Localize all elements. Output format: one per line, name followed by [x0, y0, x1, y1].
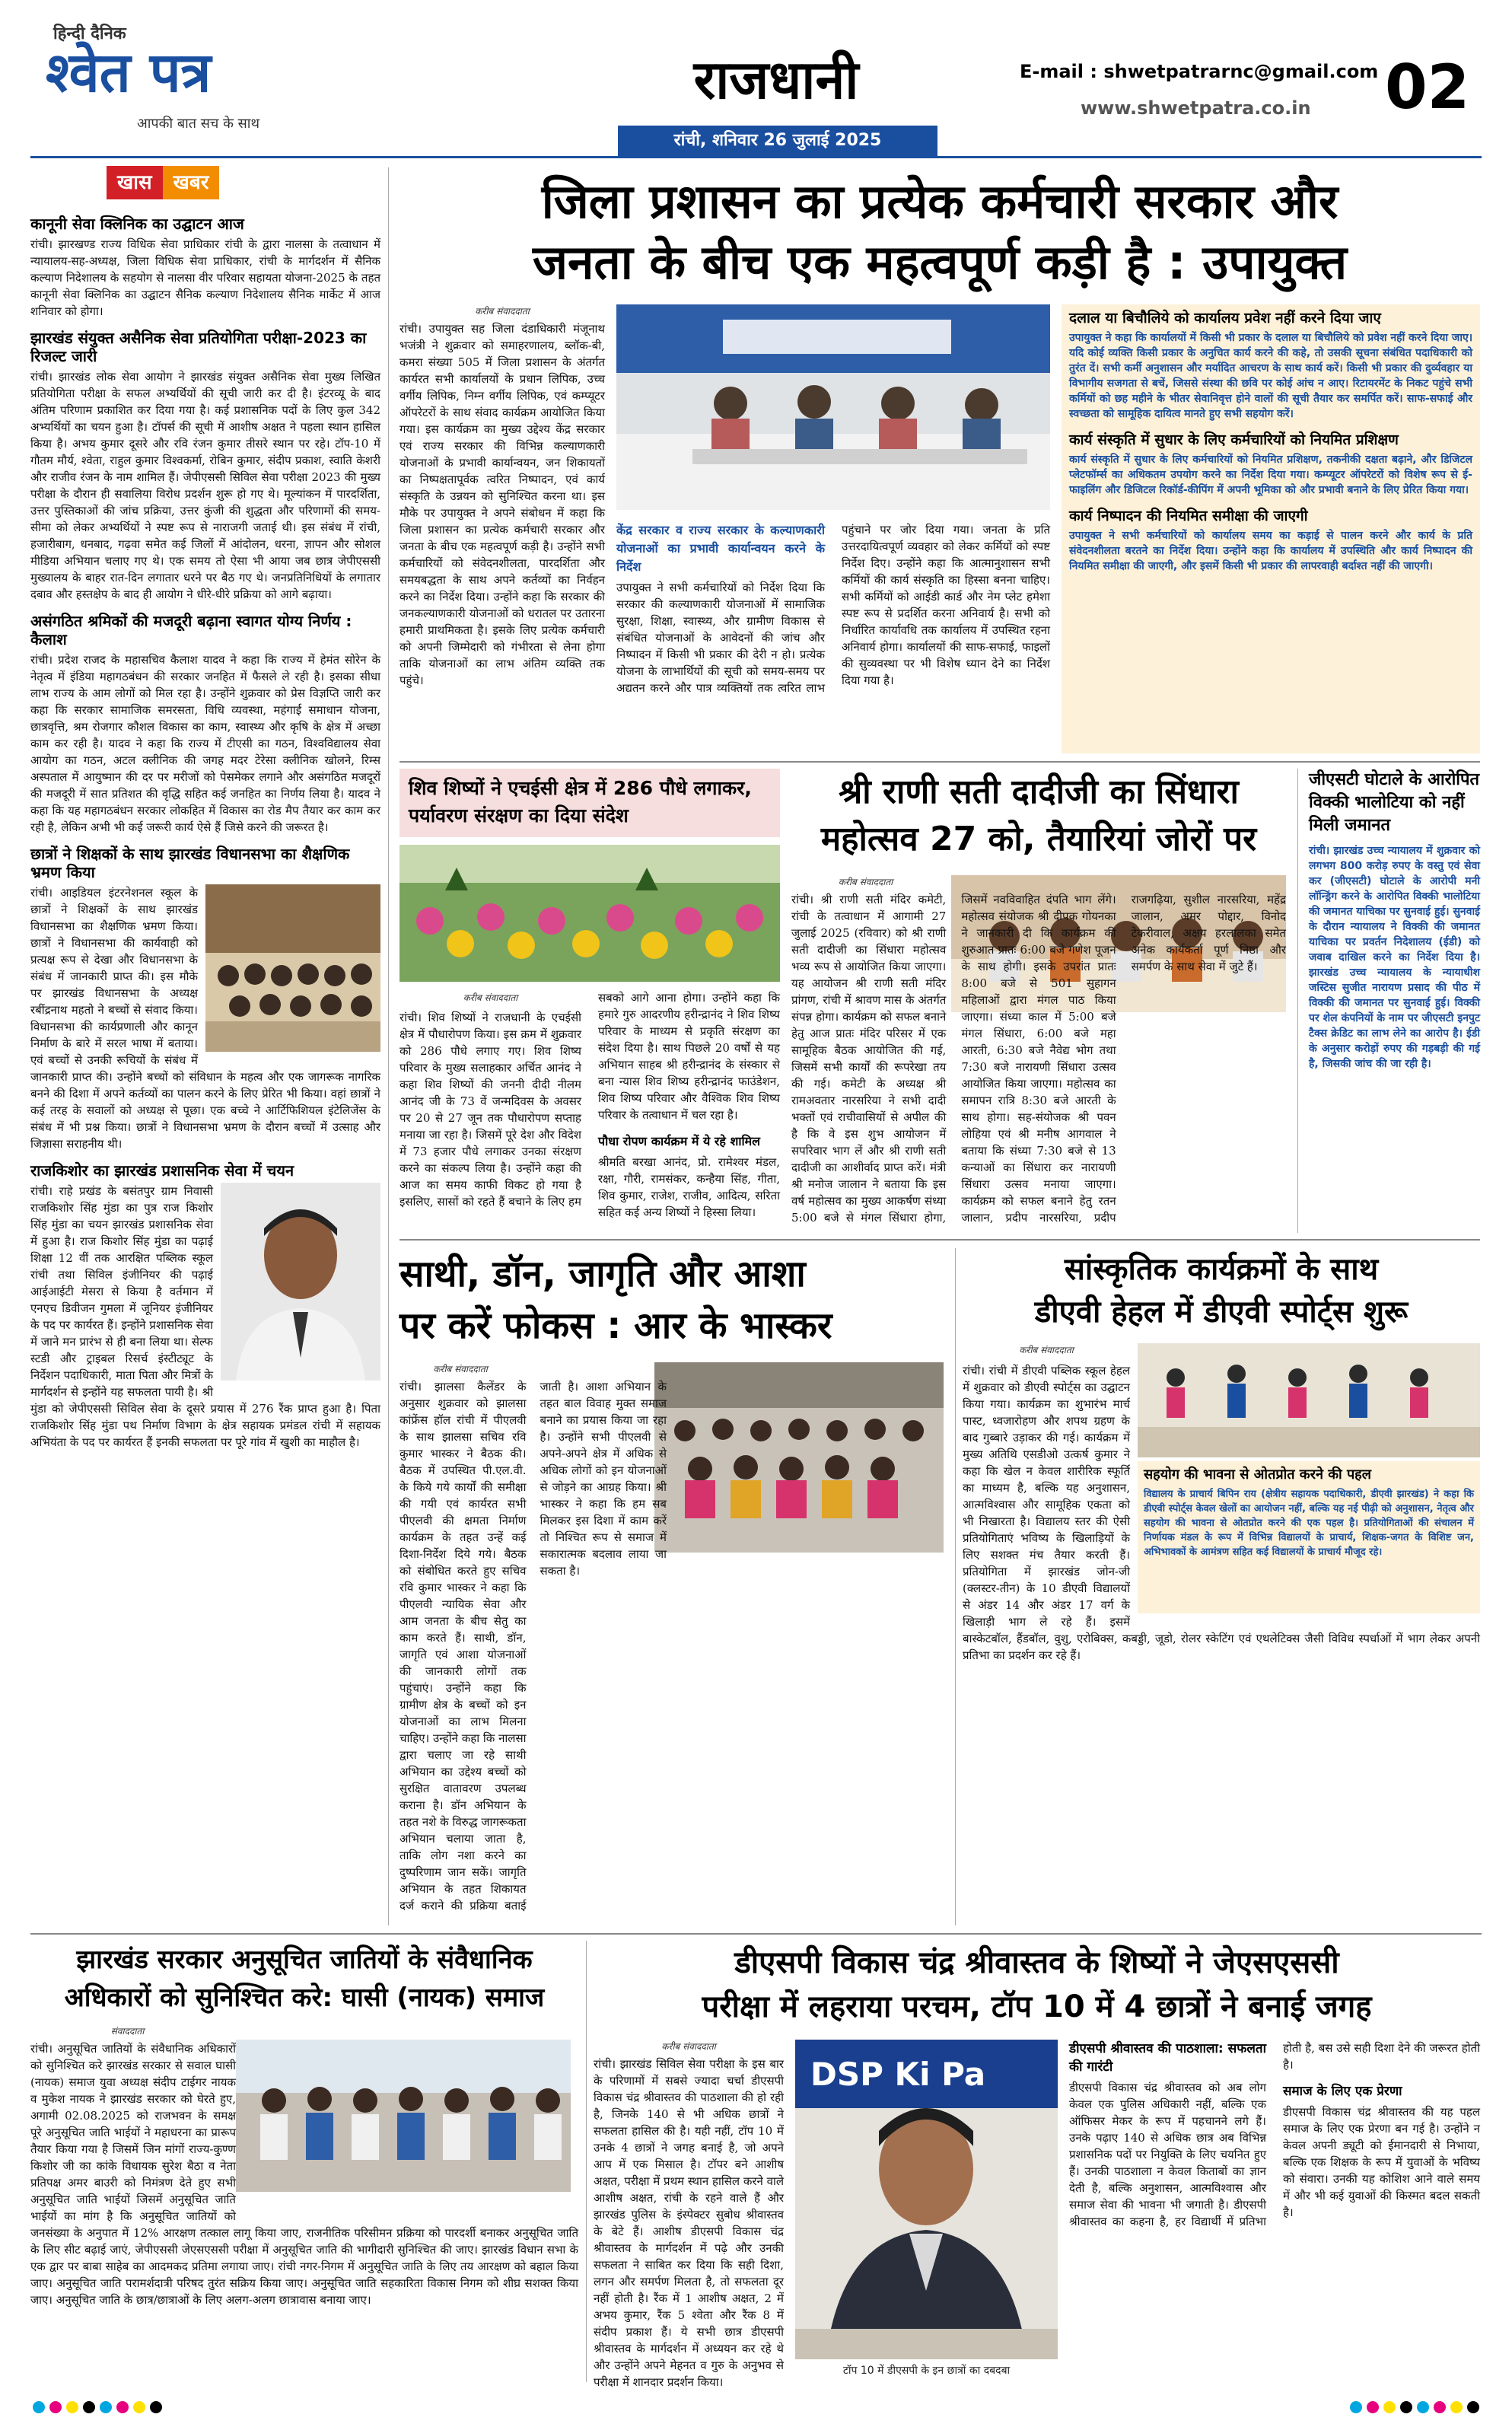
registration-dot — [1400, 2401, 1412, 2413]
dsp-portrait-photo — [795, 2040, 1058, 2359]
dsp-photo-caption: टॉप 10 में डीएसपी के इन छात्रों का दबदबा — [842, 2365, 1011, 2377]
gst-headline: जीएसटी घोटाले के आरोपित विक्की भालोटिया को नहीं मिली जमानत — [1309, 770, 1480, 835]
dsp-subhead: डीएसपी श्रीवास्तव की पाठशाला: सफलता की गारंटी — [1069, 2041, 1266, 2075]
footer-dots-left — [30, 2401, 164, 2416]
dadiji-headline — [791, 769, 1286, 863]
dav-box-heading: सहयोग की भावना से ओतप्रोत करने की पहल — [1144, 1467, 1371, 1483]
dsp-body-right — [1069, 2040, 1480, 2382]
khas-label: खास — [107, 166, 163, 199]
dav-headline-line1: सांस्कृतिक कार्यक्रमों के साथ — [1064, 1252, 1379, 1287]
registration-dot — [1417, 2401, 1429, 2413]
plantation-text: रांची। शिव शिष्यों ने राजधानी के एचईसी क्षेत्र में पौधारोपण किया। इस क्रम में शुक्रवार को 286 पौधे लगाए गए। शिव शिष्य परिवार के मुख्य सलाहकार अर्चित आनंद ने कहा शिव शिष्यों की जननी दीदी नीलम आनंद जी के 73 वें जन्मदिवस के अवसर पर 20 से 27 जून तक पौधारोपण सप्ताह मनाया जा रहा है। जिसमें पूरे देश और विदेश में 73 हजार पौधे लगाकर उनका संरक्षण करने का संकल्प लिया है। उन्होंने कहा की आज का समय काफी विकट हो गया है इसलिए, सासों को रहते हैं बचाने के लिए हम सबको आगे आना होगा। उन्होंने कहा कि हमारे गुरु आदरणीय हरीन्द्रानंद ने शिव शिष्य परिवार के माध्यम से प्रकृति संरक्षण का संदेश दिया है। साथ पिछले 20 वर्षों से यह अभियान साहब श्री हरीन्द्रानंद के संस्कार से बना न्यास शिव शिष्य हरीन्द्रानंद फाउंडेशन, शिव शिष्य परिवार और वैश्विक शिव शिष्य परिवार के तत्वाधान में चल रहा है। — [399, 991, 780, 1209]
khas-item-title: असंगठित श्रमिकों की मजदूरी बढ़ाना स्वागत योग्य निर्णय : कैलाश — [30, 612, 352, 648]
lead-body-cols — [616, 521, 1050, 753]
ghasi-headline-line2: अधिकारों को सुनिश्चित करे: घासी (नायक) समाज — [64, 1983, 545, 2013]
registration-dot — [116, 2401, 129, 2413]
dadiji-headline-line1: श्री राणी सती दादीजी का सिंधारा — [839, 772, 1239, 811]
masthead — [0, 0, 1512, 152]
registration-dot — [150, 2401, 162, 2413]
lead-byline: करीब संवाददाता — [475, 306, 530, 317]
dsp-subhead2: समाज के लिए एक प्रेरणा — [1283, 2084, 1402, 2099]
khas-item-text: रांची। प्रदेश राजद के महासचिव कैलाश यादव ने कहा कि राज्य में हेमंत सोरेन के नेतृत्व में इंडिया महागठबंधन की सरकार जनहित में फैसले ले रही है। इसका सीधा लाभ राज्य के आम लोगों को मिल रहा है। उन्होंने शुक्रवार को प्रेस विज्ञप्ति जारी कर कहा कि सरकार सामाजिक समरसता, विधि व्यवस्था, महंगाई समाधान योजना, छात्रवृत्ति, श्रम रोजगार कौशल विकास का काम, स्वास्थ्य और कृषि के क्षेत्र में अच्छा काम कर रही है। यादव ने कहा कि राज्य में टीएसी का गठन, विश्वविद्यालय सेवा आयोग का गठन, अटल क्लीनिक की जगह मदर टेरेसा क्लीनिक खोलने, रिम्स अस्पताल में आयुष्मान की दर पर मरीजों को पेसमेकर लगाने और असंगठित मजदूरों की मजदूरी में सात प्रतिशत की वृद्धि सहित कई जनहित का निर्णय लिया है। यादव ने कहा कि यह महागठबंधन सरकार लोकहित में विकास का रोड मैप तैयार कर काम कर रही है, लेकिन अभी भी कई जरूरी कार्य ऐसे हैं जिसे करने की जरूरत है। — [30, 653, 380, 834]
plantation-text2: श्रीमति बरखा आनंद, प्रो. रामेश्वर मंडल, रक्षा, गौरी, रामसंकर, कन्हैया सिंह, गीता, शिव कुमार, राजेश, राजीव, आदित्य, सरिता सहित कई अन्य शिष्यों ने हिस्सा लिया। — [598, 1155, 780, 1219]
date-banner — [618, 126, 937, 156]
khas-item-text: रांची। राहे प्रखंड के बसंतपुर ग्राम निवासी राजकिशोर सिंह मुंडा का पुत्र राज किशोर सिंह मुंडा का चयन झारखंड प्रशासनिक सेवा में हुआ है। राज किशोर सिंह मुंडा का पढ़ाई शिक्षा 12 वीं तक आरक्षित पब्लिक स्कूल रांची तथा सिविल इंजीनियर की पढ़ाई आईआईटी मेसरा से किया है वर्तमान में एनएच डिवीजन गुमला में जूनियर इंजीनियर के पद पर कार्यरत हैं। इन्होंने प्रशासनिक सेवा में जाने मन प्रारंभ से ही बना लिया था। सेल्फ स्टडी और ट्राइबल रिसर्च इंस्टीट्यूट के निर्देशन पदाधिकारी, माता पिता और मित्रों के मार्गदर्शन से इन्होंने यह सफलता पायी है। श्री मुंडा को जेपीएससी सिविल सेवा के दूसरे प्रयास में 276 रैंक प्राप्त हुआ है। पिता राजकिशोर सिंह मुंडा पथ निर्माण विभाग के क्षेत्र सहायक प्रमंडल रांची में सहायक अभियंता के पद पर कार्यरत हैं इनकी सफलता पर पूरे गांव में खुशी का माहौल है। — [30, 1184, 380, 1449]
dsp-headline-line2: परीक्षा में लहराया परचम, टॉप 10 में 4 छात्रों ने बनाई जगह — [702, 1989, 1372, 2024]
bhaskar-headline-line1: साथी, डॉन, जागृति और आशा — [399, 1253, 806, 1295]
lead-body-col1 — [399, 304, 605, 753]
dav-box-text: विद्यालय के प्राचार्य बिपिन राय (क्षेत्रीय सहायक पदाधिकारी, डीएवी झारखंड) ने कहा कि डीएवी स्पोर्ट्स केवल खेलों का आयोजन नहीं, बल्कि यह नई पीढ़ी को अनुशासन, नेतृत्व और सहयोग की भावना से ओतप्रोत करने की एक पहल है। प्रतियोगिताओं की संचालन में निर्णायक मंडल के रूप में विभिन्न विद्यालयों के प्राचार्य, शिक्षक-जगत के विशिष्ट जन, अभिभावकों के आमंत्रण सहित कई विद्यालयों के प्राचार्य मौजूद रहे। — [1144, 1489, 1474, 1558]
left-column-divider — [388, 167, 389, 1925]
top-tagline: हिन्दी दैनिक — [53, 24, 126, 43]
gst-divider — [1297, 769, 1298, 1233]
plantation-headline-box — [399, 769, 780, 837]
registration-dot — [66, 2401, 78, 2413]
lead-headline-line1: जिला प्रशासन का प्रत्येक कर्मचारी सरकार और — [541, 174, 1339, 229]
plantation-photo — [399, 845, 780, 982]
registration-dot — [1350, 2401, 1362, 2413]
registration-dot — [1450, 2401, 1463, 2413]
portrait-photo — [221, 1183, 380, 1381]
registration-dot — [49, 2401, 62, 2413]
dav-headline — [963, 1248, 1480, 1333]
lead-meeting-photo — [616, 304, 1050, 510]
section-title: राजधानी — [693, 49, 859, 111]
registration-dot — [83, 2401, 95, 2413]
khas-khabar-label — [107, 166, 219, 199]
footer-dots-right — [1348, 2401, 1482, 2416]
mid-rule — [399, 1239, 1480, 1241]
lead-bottom-rule — [399, 761, 1480, 763]
dav-body — [963, 1362, 1480, 1925]
lead-subhead: केंद्र सरकार व राज्य सरकार के कल्याणकारी योजनाओं का प्रभावी कार्यान्वयन करने के निर्देश — [616, 523, 825, 574]
dsp-banner-text: DSP Ki Pa — [810, 2056, 986, 2093]
plantation-body — [399, 989, 780, 1233]
khas-item-text: रांची। झारखण्ड राज्य विधिक सेवा प्राधिकार रांची के द्वारा नालसा के तत्वाधान में न्यायालय-सह-अध्यक्ष, जिला विधिक सेवा प्राधिकार, रांची के मार्गदर्शन में सैनिक कल्याण निदेशालय के सहयोग से नालसा वीर परिवार सहायता योजना-2025 के तहत कानूनी सेवा क्लिनिक का उद्घाटन सैनिक कल्याण निदेशालय सैनिक मार्केट में आज शनिवार को होगा। — [30, 237, 380, 318]
khas-item-text: रांची। झारखंड लोक सेवा आयोग ने झारखंड संयुक्त असैनिक सेवा मुख्य लिखित प्रतियोगिता परीक्षा के सफल अभ्यर्थियों की सूची जारी कर दी है। इंटरव्यू के बाद अंतिम परिणाम प्रकाशित कर दिया गया है। कई प्रशासनिक पदों के लिए कुल 342 अभ्यर्थियों का चयन हुआ है। टॉपर्स की सूची में आशीष अक्षत ने पहला स्थान हासिल किया है। अभय कुमार दूसरे और रवि रंजन कुमार तीसरे स्थान पर रहे। टॉप-10 में गौतम मौर्य, श्वेता, राहुल कुमार विश्वकर्मा, रोबिन कुमार, संदीप प्रकाश, स्वाति केशरी और राजीव रंजन के नाम शामिल हैं। जेपीएससी सिविल सेवा परीक्षा 2023 की मुख्य परीक्षा के दौरान ही सवालिया विरोध प्रदर्शन शुरू हो गए थे। मूल्यांकन में पारदर्शिता, उत्तर पुस्तिकाओं की जांच प्रक्रिया, उत्तर कुंजी की शुद्धता और परिणामों की समय-सीमा को लेकर अभ्यर्थियों ने स्पष्ट रूप से नाराजगी जताई थी। इस संबंध में रांची, हजारीबाग, धनबाद, गढ़वा समेत कई जिलों में आंदोलन, धरना, ज्ञापन और सोशल मीडिया अभियान चलाए गए थे। एक समय तो ऐसा भी आया जब छात्र जेपीएससी मुख्यालय के बाहर रात-दिन लगातार धरने पर बैठ गए थे। जनप्रतिनिधियों के लगातार दबाव और हस्तक्षेप के बाद ही आयोग ने धीरे-धीरे प्रक्रिया को आगे बढ़ाया। — [30, 370, 380, 601]
dadiji-byline: करीब संवाददाता — [838, 877, 893, 887]
khas-item-3 — [30, 612, 380, 836]
ghasi-headline — [30, 1941, 578, 2017]
paper-slogan: आपकी बात सच के साथ — [137, 116, 259, 132]
date-line: रांची, शनिवार 26 जुलाई 2025 — [673, 131, 882, 150]
bhaskar-byline: करीब संवाददाता — [433, 1364, 488, 1374]
sidebar-text-2: कार्य संस्कृति में सुधार के लिए कर्मचारियों को नियमित प्रशिक्षण, तकनीकी दक्षता बढ़ाने, और डिजिटल प्लेटफॉर्म्स का अधिकतम उपयोग करने का निर्देश दिया गया। कम्प्यूटर ऑपरेटरों को विशेष रूप से ई-फाइलिंग और डिजिटल रिकॉर्ड-कीपिंग में अपनी भूमिका को और प्रभावी बनाने के लिए प्रेरित किया गया। — [1069, 454, 1472, 496]
khas-item-title: छात्रों ने शिक्षकों के साथ झारखंड विधानसभा का शैक्षणिक भ्रमण किया — [30, 845, 350, 881]
dsp-text2: डीएसपी विकास चंद्र श्रीवास्तव को अब लोग केवल एक पुलिस अधिकारी नहीं, बल्कि एक ऑफिसर मेकर के रूप में पहचानने लगे हैं। उनके पढ़ाए 140 से अधिक छात्र अब विभिन्न प्रशासनिक पदों पर नियुक्ति के लिए चयनित हुए हैं। उनकी पाठशाला न केवल किताबों का ज्ञान देती है, बल्कि अनुशासन, आत्मविश्वास और समाज सेवा की भावना भी जगाती है। डीएसपी श्रीवास्तव का कहना है, हर विद्यार्थी में प्रतिभा होती है, बस उसे सही दिशा देने की जरूरत होती है। — [1069, 2041, 1480, 2228]
bhaskar-body — [399, 1362, 947, 1925]
khas-item-title: झारखंड संयुक्त असैनिक सेवा प्रतियोगिता परीक्षा-2023 का रिजल्ट जारी — [30, 329, 367, 365]
dav-headline-line2: डीएवी हेहल में डीएवी स्पोर्ट्स शुरू — [1034, 1295, 1409, 1330]
bhaskar-headline — [399, 1248, 932, 1352]
footer-registration-marks — [30, 2397, 1482, 2420]
ghasi-photo-spacer — [236, 2040, 578, 2215]
khabar-label: खबर — [163, 166, 220, 199]
sidebar-text-1: उपायुक्त ने कहा कि कार्यालयों में किसी भी प्रकार के दलाल या बिचौलिये को प्रवेश नहीं करने दिया जाए। यदि कोई व्यक्ति किसी प्रकार के अनुचित कार्य करने की कहे, तो उसकी सूचना संबंधित पदाधिकारी को तुरंत दें। सभी कर्मी अनुशासन और मर्यादित आचरण के साथ कार्य करें। किसी भी प्रकार की दुर्व्यवहार या विभागीय सजगता से बचें, जिससे संस्था की छवि पर कोई आंच न आए। रिटायरमेंट के निकट पहुंचे सभी कर्मियों को छह महीने के भीतर सेवानिवृत्त होने वालों की सूची तैयार कर समर्पित करें। साफ-सफाई और स्वच्छता को सामूहिक दायित्व मानते हुए सभी सहयोग करें। — [1069, 332, 1472, 420]
dsp-divider — [586, 1941, 587, 2382]
registration-dot — [1383, 2401, 1396, 2413]
dav-text: रांची। रांची में डीएवी पब्लिक स्कूल हेहल में शुक्रवार को डीएवी स्पोर्ट्स का उद्घाटन किया गया। कार्यक्रम का शुभारंभ मार्च पास्ट, ध्वजारोहण और शपथ ग्रहण के बाद गुब्बारे उड़ाकर की गई। कार्यक्रम में मुख्य अतिथि एसडीओ उत्कर्ष कुमार ने कहा कि खेल न केवल शारीरिक स्फूर्ति का माध्यम है, बल्कि यह अनुशासन, आत्मविश्वास और सामूहिक एकता को भी निखारता है। विद्यालय स्तर की ऐसी प्रतियोगिताएं भविष्य के खिलाड़ियों के लिए सशक्त मंच तैयार करती हैं। प्रतियोगिता में झारखंड जोन-जी (क्लस्टर-तीन) के 10 डीएवी विद्यालयों से अंडर 14 और अंडर 17 वर्ग के खिलाड़ी भाग ले रहे हैं। इसमें बास्केटबॉल, हैंडबॉल, वुशु, एरोबिक्स, कबड्डी, जूडो, रोलर स्केटिंग एवं एथलेटिक्स जैसी विविध स्पर्धाओं में भाग लेकर अपनी प्रतिभा का प्रदर्शन कर रहे हैं। — [963, 1364, 1480, 1662]
bhaskar-text: रांची। झालसा कैलेंडर के अनुसार शुक्रवार को झालसा कांफ्रेंस हॉल रांची में पीएलवी के साथ झालसा सचिव रवि कुमार भास्कर ने बैठक की। बैठक में उपस्थित पी.एल.वी. के किये गये कार्यों की समीक्षा की गयी एवं कार्यरत सभी पीएलवी की क्षमता निर्माण कार्यक्रम के तहत उन्हें कई दिशा-निर्देश दिये गये। बैठक को संबोधित करते हुए सचिव रवि कुमार भास्कर ने कहा कि पीएलवी न्यायिक सेवा और आम जनता के बीच सेतु का काम करते हैं। साथी, डॉन, जागृति एवं आशा योजनाओं की जानकारी लोगों तक पहुंचाएं। उन्होंने कहा कि ग्रामीण क्षेत्र के बच्चों को इन योजनाओं का लाभ मिलना चाहिए। उन्होंने कहा कि नालसा द्वारा चलाए जा रहे साथी अभियान का उद्देश्य बच्चों को सुरक्षित वातावरण उपलब्ध कराना है। डॉन अभियान के तहत नशे के विरुद्ध जागरूकता अभियान चलाया जाता है, ताकि लोग नशा करने का दुष्परिणाम जान सकें। जागृति अभियान के तहत शिकायत दर्ज कराने की प्रक्रिया बताई जाती है। आशा अभियान के तहत बाल विवाह मुक्त समाज बनाने का प्रयास किया जा रहा है। उन्होंने सभी पीएलवी से अपने-अपने क्षेत्र में अधिक से अधिक लोगों को इन योजनाओं से जोड़ने का आग्रह किया। श्री भास्कर ने कहा कि हम सब मिलकर इस दिशा में काम करें तो निश्चित रूप से समाज में सकारात्मक बदलाव लाया जा सकता है। — [399, 1380, 667, 1913]
lower-rule — [30, 1933, 1482, 1935]
registration-dot — [1434, 2401, 1446, 2413]
ghasi-byline: संवाददाता — [110, 2026, 145, 2037]
dadiji-body — [791, 875, 1286, 1233]
khas-item-title: राजकिशोर का झारखंड प्रशासनिक सेवा में चयन — [30, 1161, 294, 1180]
lead-headline — [399, 171, 1480, 293]
website-url[interactable]: www.shwetpatra.co.in — [1081, 97, 1311, 119]
dsp-right-cols — [1069, 2040, 1480, 2382]
school-photo — [205, 884, 380, 1052]
dsp-body-left — [594, 2040, 784, 2389]
registration-dot — [100, 2401, 112, 2413]
khas-item-1 — [30, 215, 380, 320]
registration-dot — [1467, 2401, 1479, 2413]
lead-body2: उपायुक्त ने सभी कर्मचारियों को निर्देश दिया कि सरकार की कल्याणकारी योजनाओं में सामाजिक सुरक्षा, शिक्षा, स्वास्थ्य, और ग्रामीण विकास से संबंधित योजनाओं के आवेदनों की जांच और निष्पादन में किसी भी प्रकार की देरी न हो। प्रत्येक योजना के लाभार्थियों की सूची को समय-समय पर अद्यतन करने और पात्र व्यक्तियों तक त्वरित लाभ पहुंचाने पर जोर दिया गया। जनता के प्रति उत्तरदायित्वपूर्ण व्यवहार को लेकर कर्मियों को स्पष्ट निर्देश दिए। उन्होंने कहा कि आत्मानुशासन सभी कर्मियों की कार्य संस्कृति का हिस्सा बनना चाहिए। सभी कर्मियों को आईडी कार्ड और नेम प्लेट हमेशा स्पष्ट रूप से प्रदर्शित करना अनिवार्य है। सभी को निर्धारित कार्यावधि तक कार्यालय में उपस्थित रहना अनिवार्य होगा। कार्यालयों की साफ-सफाई, फाइलों की सुव्यवस्था पर भी विशेष ध्यान देने का निर्देश दिया गया है। — [616, 523, 1050, 695]
dav-divider — [955, 1248, 956, 1925]
email-address[interactable]: E-mail : shwetpatrarnc@gmail.com — [1020, 61, 1379, 82]
sidebar-heading-1: दलाल या बिचौलिये को कार्यालय प्रवेश नहीं करने दिया जाए — [1069, 310, 1381, 326]
gst-story — [1309, 769, 1480, 1233]
registration-dot — [33, 2401, 45, 2413]
sidebar-heading-2: कार्य संस्कृति में सुधार के लिए कर्मचारियों को नियमित प्रशिक्षण — [1069, 432, 1399, 448]
dsp-text3: डीएसपी विकास चंद्र श्रीवास्तव की यह पहल समाज के लिए एक प्रेरणा बन गई है। उन्होंने न केवल अपनी ड्यूटी को ईमानदारी से निभाया, बल्कि एक शिक्षक के रूप में युवाओं के भविष्य को संवारा। उनकी यह कोशिश आने वाले समय में और भी कई युवाओं की किस्मत बदल सकती है। — [1283, 2105, 1480, 2219]
lead-headline-line2: जनता के बीच एक महत्वपूर्ण कड़ी है : उपायुक्त — [532, 234, 1348, 290]
dsp-headline — [594, 1941, 1480, 2029]
plantation-body-cols — [399, 989, 780, 1233]
plantation-subhead: पौधा रोपण कार्यक्रम में ये रहे शामिल — [598, 1134, 761, 1148]
lead-body: रांची। उपायुक्त सह जिला दंडाधिकारी मंजूनाथ भजंत्री ने शुक्रवार को समाहरणालय, ब्लॉक-बी, कमरा संख्या 505 में जिला प्रशासन के अंतर्गत कार्यरत सभी कार्यालयों के प्रधान लिपिक, उच्च वर्गीय लिपिक, निम्न वर्गीय लिपिक, एवं कम्प्यूटर ऑपरेटरों के साथ संवाद कार्यक्रम आयोजित किया गया। इस कार्यक्रम का मुख्य उद्देश्य केंद्र सरकार एवं राज्य सरकार की विभिन्न कल्याणकारी योजनाओं के प्रभावी कार्यान्वयन, जन शिकायतों का निष्पक्षतापूर्वक त्वरित निष्पादन, एवं कार्य संस्कृति के उन्नयन को सुनिश्चित करना था। इस मौके पर उपायुक्त ने अपने संबोधन में कहा कि जिला प्रशासन का प्रत्येक कर्मचारी सरकार और जनता के बीच एक महत्वपूर्ण कड़ी है। उन्होंने सभी कर्मचारियों को संवेदनशीलता, पारदर्शिता और समयबद्धता के साथ अपने कर्तव्यों का निर्वहन करने का निर्देश दिया। उन्होंने कहा कि सरकार की जनकल्याणकारी योजनाओं को धरातल पर उतारना हमारी प्राथमिकता है। इसके लिए प्रत्येक कर्मचारी को अपनी जिम्मेदारी को गंभीरता से लेना होगा ताकि योजनाओं का लाभ अंतिम व्यक्ति तक पहुंचे। — [399, 322, 605, 687]
ghasi-headline-line1: झारखंड सरकार अनुसूचित जातियों के संवैधानिक — [76, 1944, 533, 1975]
dsp-byline: करीब संवाददाता — [661, 2041, 716, 2052]
registration-dot — [1367, 2401, 1379, 2413]
khas-item-text: रांची। आइडियल इंटरनेशनल स्कूल के छात्रों ने शिक्षकों के साथ झारखंड विधानसभा का शैक्षणिक भ्रमण किया। छात्रों ने विधानसभा की कार्यवाही को प्रत्यक्ष रूप से देखा और विधानसभा के संबंध में जानकारी प्राप्त की। इस मौके पर झारखंड विधानसभा के अध्यक्ष रबींद्रनाथ महतो ने बच्चों से संवाद किया। विधानसभा की कार्यप्रणाली और कानून निर्माण के बारे में सरल भाषा में बताया। एवं बच्चों से उनकी रूचियों के संबंध में जानकारी प्राप्त की। उन्होंने बच्चों को संविधान के महत्व और एक जागरूक नागरिक बनने की दिशा में अपने कर्तव्यों का पालन करने के लिए प्रेरित भी किया। वहां छात्रों ने कई तरह के सवालों को अध्यक्ष से पूछा। एक बच्चे ने आर्टिफिशियल इंटेलिजेंस के संबंध में भी प्रश्न किया। छात्रों ने विधानसभा भ्रमण के दौरान बच्चों में उत्साह और जिज्ञासा सराहनीय थी। — [30, 886, 380, 1151]
khas-item-5 — [30, 1161, 380, 1451]
dadiji-text: रांची। श्री राणी सती मंदिर कमेटी, रांची के तत्वाधान में आगामी 27 जुलाई 2025 (रविवार) को श्री राणी सती दादीजी का सिंधारा महोत्सव भव्य रूप से आयोजित किया जाएगा। यह आयोजन श्री राणी सती मंदिर प्रांगण, रांची में श्रावण मास के अंतर्गत संपन्न होगा। कार्यक्रम को सफल बनाने हेतु आज प्रातः मंदिर परिसर में एक सामूहिक बैठक आयोजित की गई, जिसमें सभी कार्यों की रूपरेखा तय की गई। कमेटी के अध्यक्ष श्री रामअवतार नारसरिया ने सभी दादी भक्तों एवं राचीवासियों से अपील की है कि वे इस शुभ आयोजन में सपरिवार भाग लें और श्री राणी सती दादीजी का आशीर्वाद प्राप्त करें। मंत्री श्री मनोज जालान ने बताया कि इस वर्ष महोत्सव का मुख्य आकर्षण संध्या 5:00 बजे से मंगल सिंधारा होगा, जिसमें नवविवाहित दंपति भाग लेंगे। महोत्सव संयोजक श्री दीपक गोयनका ने जानकारी दी कि कार्यक्रम की शुरुआत प्रातः 6:00 बजे गणेश पूजन के साथ होगी। इसके उपरांत प्रातः 8:00 बजे से 501 सुहागन महिलाओं द्वारा मंगल पाठ किया जाएगा। संध्या काल में 5:00 बजे मंगल सिंधारा, 6:00 बजे महा आरती, 6:30 बजे नैवेद्य भोग तथा 7:30 बजे नारायणी सिंधारा उत्सव आयोजित किया जाएगा। महोत्सव का समापन रात्रि 8:30 बजे आरती के साथ होगा। सह-संयोजक श्री पवन लोहिया एवं श्री मनीष आगवाल ने बताया कि संध्या 7:30 बजे से 13 कन्याओं का सिंधारा कर नारायणी सिंधारा उत्सव मनाया जाएगा। कार्यक्रम को सफल बनाने हेतु रतन जालान, प्रदीप नारसरिया, प्रदीप राजगढ़िया, सुशील नारसरिया, महेंद्र जालान, अमर पोद्दार, विनोद टेकरीवाल, अक्षय हरलालका समेत अनेक कार्यकर्ता पूर्ण निष्ठा और समर्पण के साथ सेवा में जुटे हैं। — [791, 893, 1286, 1225]
khas-item-4 — [30, 845, 380, 1152]
registration-dot — [133, 2401, 145, 2413]
plantation-byline: करीब संवाददाता — [463, 992, 518, 1003]
gst-body: रांची। झारखंड उच्च न्यायालय में शुक्रवार को लगभग 800 करोड़ रुपए के वस्तु एवं सेवा कर (जीएसटी) घोटाले के आरोपी मनी लॉन्ड्रिंग करने के आरोपित विक्की भालोटिया की जमानत याचिका पर सुनवाई हुई। सुनवाई के दौरान न्यायालय ने विक्की की जमानत याचिका पर प्रवर्तन निदेशालय (ईडी) को जवाब दाखिल करने का निर्देश दिया है। झारखंड उच्च न्यायालय के न्यायाधीश जस्टिस सुजीत नारायण प्रसाद की पीठ में विक्की की जमानत पर सुनवाई हुई। विक्की पर शेल कंपनियों के नाम पर जीएसटी इनपुट टैक्स क्रेडिट का लाभ लेने का आरोप है। ईडी के अनुसार करोड़ों रुपए की गड़बड़ी की गई है, जिसकी जांच की जा रही है। — [1309, 845, 1480, 1070]
paper-name-logo: श्वेत पत्र — [46, 40, 212, 104]
ghasi-body — [30, 2024, 578, 2382]
plantation-headline: शिव शिष्यों ने एचईसी क्षेत्र में 286 पौधे लगाकर, पर्यावरण संरक्षण का दिया संदेश — [409, 777, 752, 827]
khas-item-title: कानूनी सेवा क्लिनिक का उद्घाटन आज — [30, 215, 244, 233]
bhaskar-headline-line2: पर करें फोकस : आर के भास्कर — [399, 1304, 832, 1347]
dadiji-headline-line2: महोत्सव 27 को, तैयारियां जोरों पर — [820, 820, 1257, 858]
lead-sidebar-box — [1062, 304, 1480, 753]
sidebar-text-3: उपायुक्त ने सभी कर्मचारियों को कार्यालय समय का कड़ाई से पालन करने और कार्य के प्रति संवेदनशीलता बरतने का निर्देश दिया। उन्होंने कहा कि कार्यालय में उपस्थिति और कार्य निष्पादन की नियमित समीक्षा की जाएगी, और इसमें किसी भी प्रकार की लापरवाही बर्दाश्त नहीं की जाएगी। — [1069, 530, 1472, 572]
ghasi-text: रांची। अनुसूचित जातियों के संवैधानिक अधिकारों को सुनिश्चित करे झारखंड सरकार से सवाल घासी (नायक) समाज युवा अध्यक्ष संदीप टाईगर नायक व मुकेश नायक ने झारखंड सरकार को घेरते हुए, अगामी 02.08.2025 को राजभवन के समक्ष पूरे अनुसूचित जाति भाईयों ने महाधरना का प्रारूप तैयार किया गया है जिसमें जिन मांगों राज्य-कुण्ण किशोर जी का कांके विधायक सुरेश बैठा व नेता प्रतिपक्ष अमर बाउरी को निमंत्रण देते हुए सभी अनुसूचित जाति भाईयों जिसमें अनुसूचित जाति भाईयों का मांग है कि अनुसूचित जातियों को जनसंख्या के अनुपात में 12% आरक्षण तत्काल लागू किया जाए, राजनीतिक परिसीमन प्रक्रिया को पारदर्शी बनाकर अनुसूचित जाति के लिए सीट बढ़ाई जाएं, जेपीएससी जेएसएससी परीक्षा में अनुसूचित जाति की भागीदारी सुनिश्चित की जाए। झारखंड विधान सभा के एक द्वार पर बाबा साहेब का आदमकद प्रतिमा लगाया जाए। रांची नगर-निगम में अनुसूचित जाति के लिए तय आरक्षण को बहाल किया जाए। अनुसूचित जाति परामर्शदात्री परिषद तुरंत सक्रिय किया जाए। अनुसूचित जाति सहकारिता विकास निगम को शीघ्र सशक्त किया जाए। अनुसूचित जाति के छात्र/छात्राओं के लिए अलग-अलग छात्रावास बनाया जाए। — [30, 2042, 578, 2307]
masthead-rule — [30, 156, 1482, 158]
khas-item-2 — [30, 329, 380, 603]
dav-byline: करीब संवाददाता — [1019, 1345, 1074, 1355]
dsp-headline-line1: डीएसपी विकास चंद्र श्रीवास्तव के शिष्यों ने जेएसएससी — [734, 1945, 1339, 1980]
dsp-text: रांची। झारखंड सिविल सेवा परीक्षा के इस बार के परिणामों में सबसे ज्यादा चर्चा डीएसपी विकास चंद्र श्रीवास्तव की पाठशाला की हो रही है, जिनके 140 से भी अधिक छात्रों ने सफलता हासिल की है। यही नहीं, टॉप 10 में उनके 4 छात्रों ने जगह बनाई है, जो अपने आप में एक मिसाल है। टॉपर बने आशीष अक्षत, परीक्षा में प्रथम स्थान हासिल करने वाले आशीष अक्षत, रांची के रहने वाले हैं और झारखंड पुलिस के इंस्पेक्टर सुबोध श्रीवास्तव के बेटे हैं। आशीष डीएसपी विकास चंद्र श्रीवास्तव के मार्गदर्शन में पढ़े और उनकी सफलता ने साबित कर दिया कि सही दिशा, लगन और समर्पण मिलता है, तो सफलता दूर नहीं होती है। रैंक में 1 आशीष अक्षत, 2 में अभय कुमार, रैंक 5 श्वेता और रैंक 8 में संदीप प्रकाश हैं। ये सभी छात्र डीएसपी श्रीवास्तव के मार्गदर्शन में अध्ययन कर रहे थे और उन्होंने अपने मेहनत व गुरु के अनुभव से परीक्षा में शानदार प्रदर्शन किया। — [594, 2057, 784, 2389]
sidebar-heading-3: कार्य निष्पादन की नियमित समीक्षा की जाएगी — [1069, 508, 1308, 524]
khas-khabar-column — [30, 205, 380, 1925]
page-number: 02 — [1385, 52, 1470, 123]
dav-text-wrap — [1130, 1362, 1480, 1621]
lead-body-continued — [616, 521, 1050, 753]
